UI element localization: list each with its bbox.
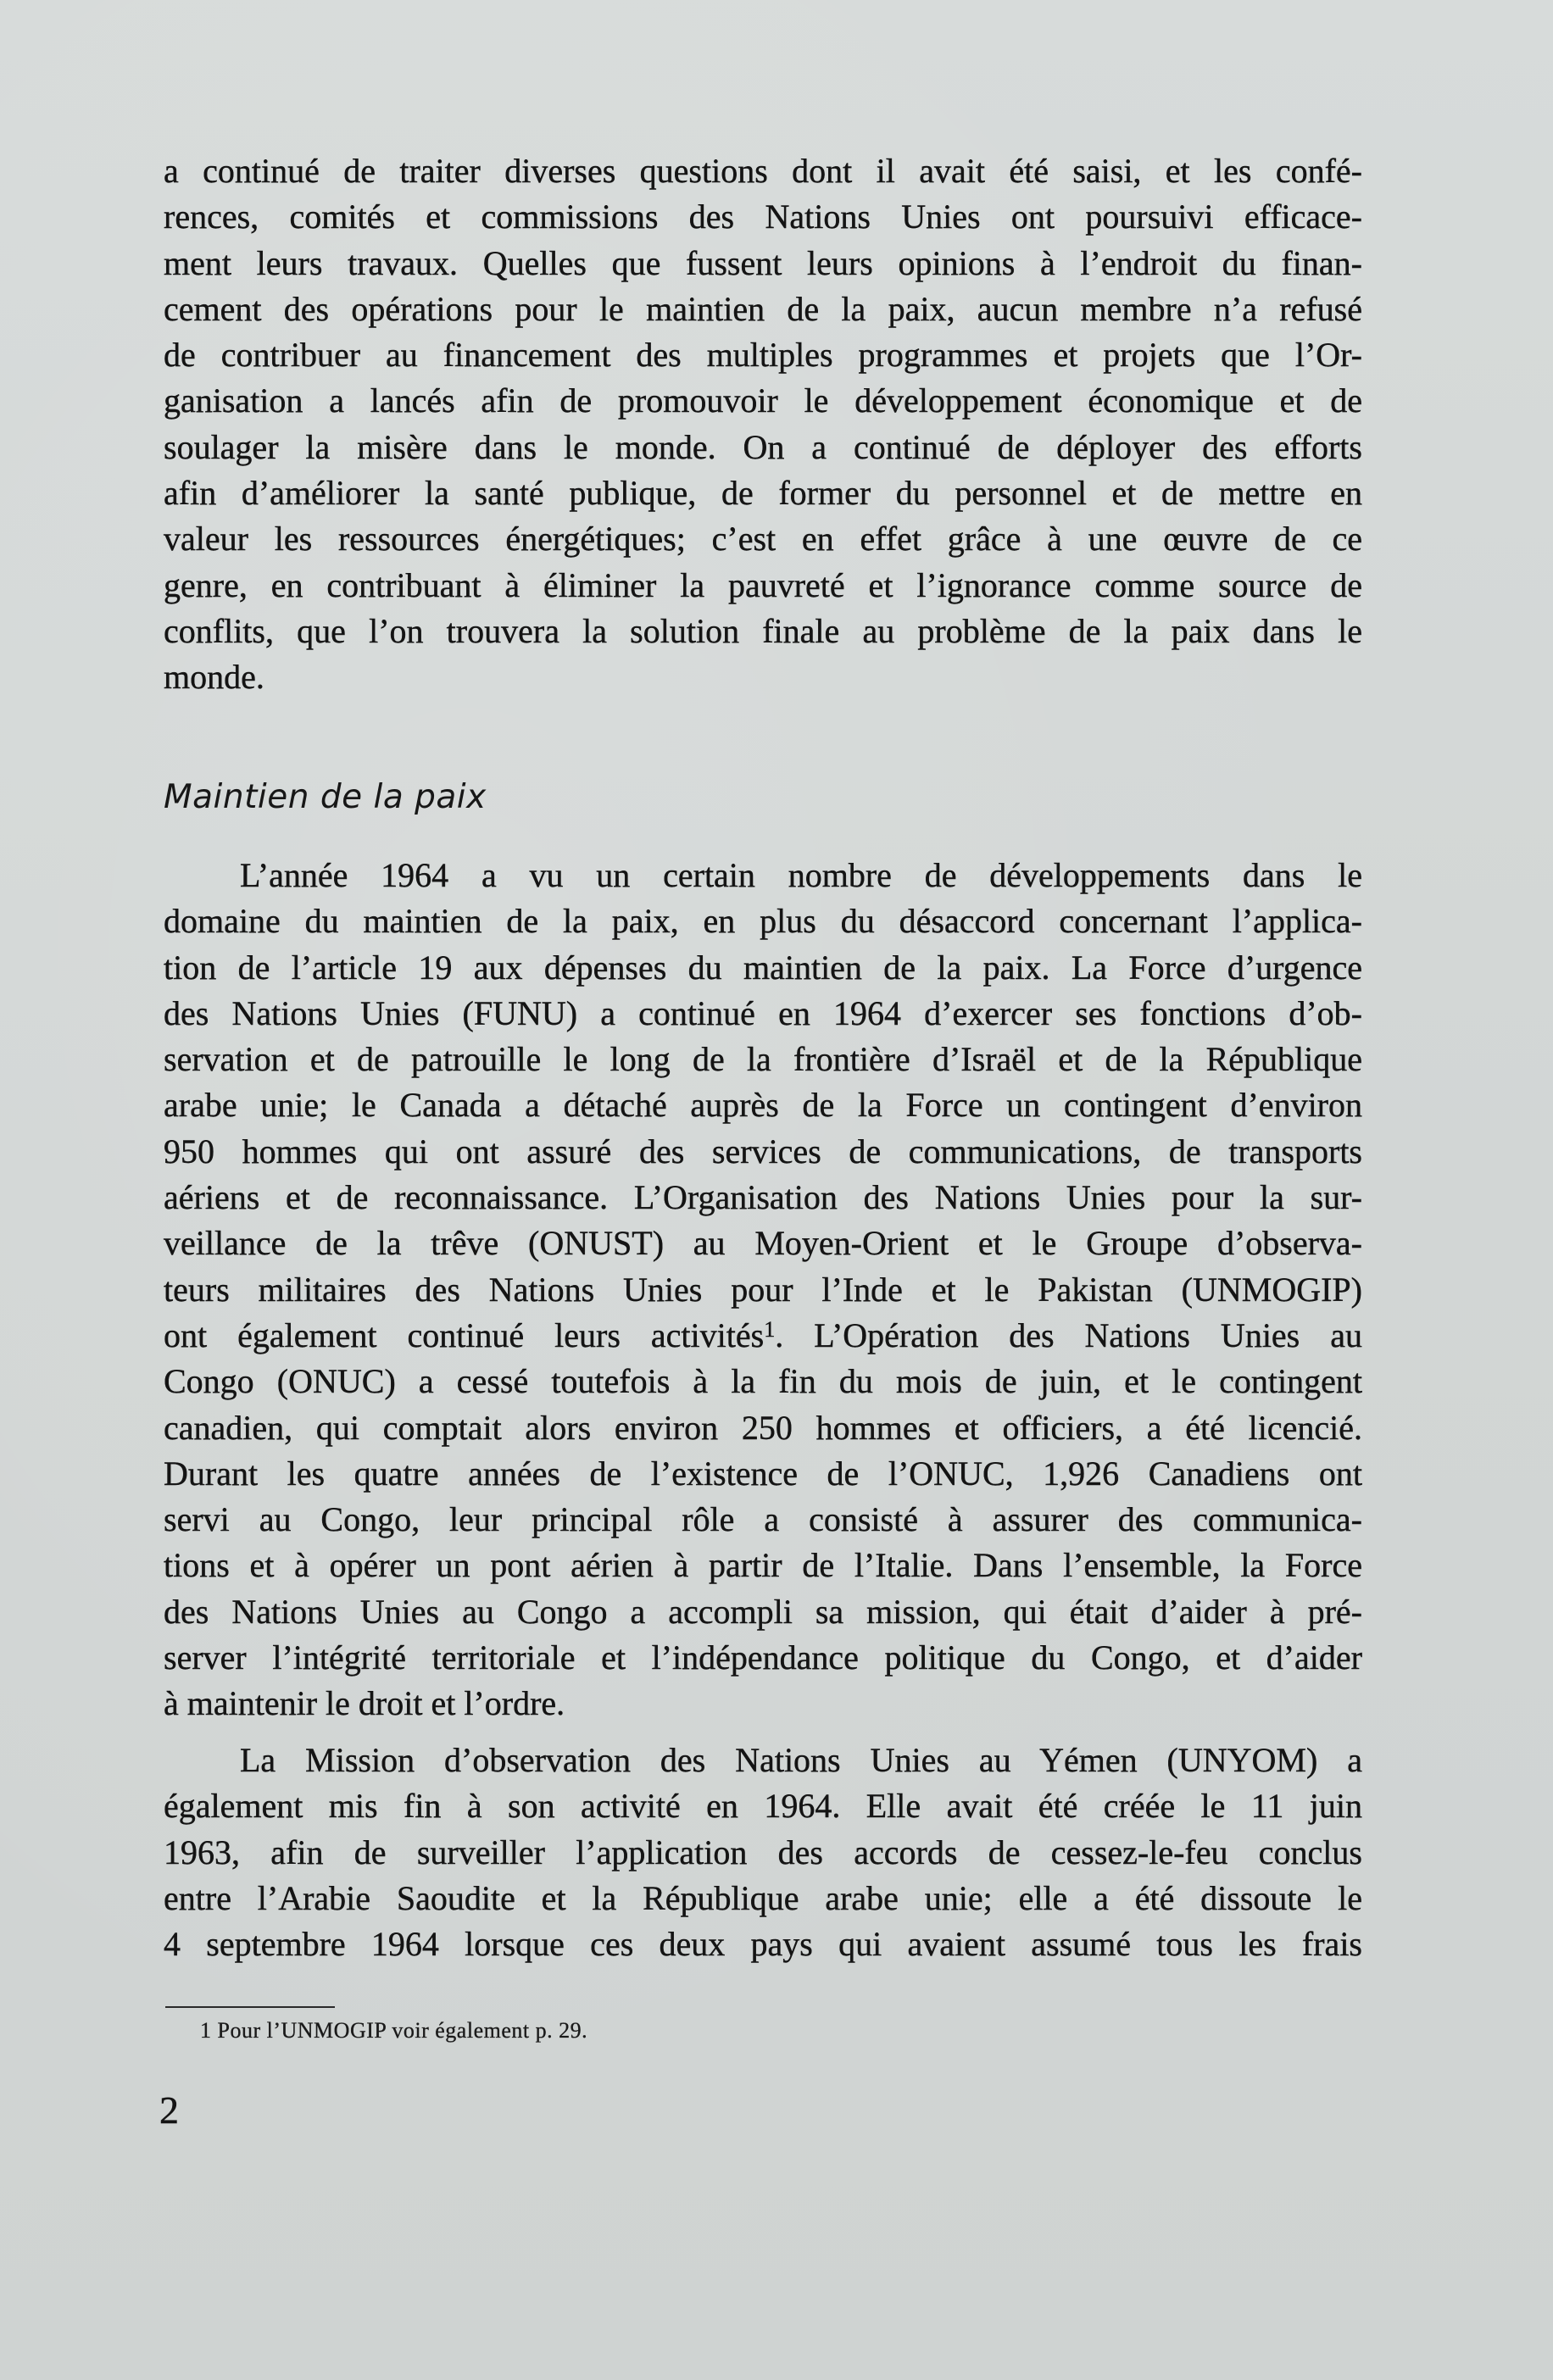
text-line: valeur les ressources énergétiques; c’est en effet grâce à une œuvre de ce [164,520,1362,559]
text-line: teurs militaires des Nations Unies pour l’Inde et le Pakistan (UNMOGIP) [164,1270,1362,1309]
text-line: arabe unie; le Canada a détaché auprès de la Force un contingent d’environ [164,1086,1362,1125]
text-line: aériens et de reconnaissance. L’Organisation des Nations Unies pour la sur- [164,1178,1362,1217]
text-line: rences, comités et commissions des Nations Unies ont poursuivi efficace- [164,197,1362,236]
text-line: servation et de patrouille le long de la frontière d’Israël et de la République [164,1040,1362,1079]
text-line: a continué de traiter diverses questions dont il avait été saisi, et les confé- [164,152,1362,190]
text-line: ganisation a lancés afin de promouvoir le développement économique et de [164,381,1362,420]
text-line: de contribuer au financement des multiples programmes et projets que l’Or- [164,336,1362,375]
text-line: 950 hommes qui ont assuré des services de communications, de transports [164,1132,1362,1171]
text-line: soulager la misère dans le monde. On a continué de déployer des efforts [164,427,1362,466]
text-line: à maintenir le droit et l’ordre. [164,1684,565,1723]
text-line: La Mission d’observation des Nations Unies au Yémen (UNYOM) a [240,1741,1362,1779]
text-fragment: . L’Opération des Nations Unies au [775,1315,1362,1354]
footnote-divider [165,2006,335,2008]
text-line: genre, en contribuant à éliminer la pauvreté et l’ignorance comme source de [164,565,1362,604]
text-line: afin d’améliorer la santé publique, de former du personnel et de mettre en [164,474,1362,513]
paragraph-intro [164,148,1362,701]
text-line: domaine du maintien de la paix, en plus du désaccord concernant l’applica- [164,902,1362,941]
section-heading: Maintien de la paix [164,778,487,816]
paragraph-yemen-mission [164,1738,1362,1967]
text-line: 4 septembre 1964 lorsque ces deux pays qui avaient assumé tous les frais [164,1925,1362,1964]
text-line: servi au Congo, leur principal rôle a consisté à assurer des communica- [164,1500,1362,1539]
footnote: 1 Pour l’UNMOGIP voir également p. 29. [200,2018,588,2043]
text-line: des Nations Unies au Congo a accompli sa mission, qui était d’aider à pré- [164,1592,1362,1631]
text-line: ment leurs travaux. Quelles que fussent leurs opinions à l’endroit du finan- [164,243,1362,282]
text-line: canadien, qui comptait alors environ 250 hommes et officiers, a été licencié. [164,1408,1362,1447]
text-line: server l’intégrité territoriale et l’indépendance politique du Congo, et d’aider [164,1638,1362,1677]
text-line: veillance de la trêve (ONUST) au Moyen-Orient et le Groupe d’observa- [164,1224,1362,1263]
text-line: également mis fin à son activité en 1964. Elle avait été créée le 11 juin [164,1787,1362,1826]
text-line: L’année 1964 a vu un certain nombre de développements dans le [240,856,1362,894]
text-line-with-footnote-ref [164,1313,1362,1359]
text-line: entre l’Arabie Saoudite et la République arabe unie; elle a été dissoute le [164,1878,1362,1917]
text-line: tion de l’article 19 aux dépenses du maintien de la paix. La Force d’urgence [164,948,1362,987]
page-number: 2 [159,2088,179,2132]
text-line: des Nations Unies (FUNU) a continué en 1964 d’exercer ses fonctions d’ob- [164,993,1362,1032]
text-line: tions et à opérer un pont aérien à partir de l’Italie. Dans l’ensemble, la Force [164,1546,1362,1585]
text-line: 1963, afin de surveiller l’application des accords de cessez-le-feu conclus [164,1832,1362,1871]
text-line: Durant les quatre années de l’existence de l’ONUC, 1,926 Canadiens ont [164,1454,1362,1493]
text-line: monde. [164,658,264,697]
text-line: Congo (ONUC) a cessé toutefois à la fin du mois de juin, et le contingent [164,1362,1362,1401]
text-line: cement des opérations pour le maintien de la paix, aucun membre n’a refusé [164,289,1362,328]
text-line: conflits, que l’on trouvera la solution finale au problème de la paix dans le [164,611,1362,650]
paragraph-peacekeeping [164,853,1362,1727]
text-fragment: ont également continué leurs activités [164,1315,765,1354]
footnote-reference[interactable]: 1 [764,1316,776,1342]
